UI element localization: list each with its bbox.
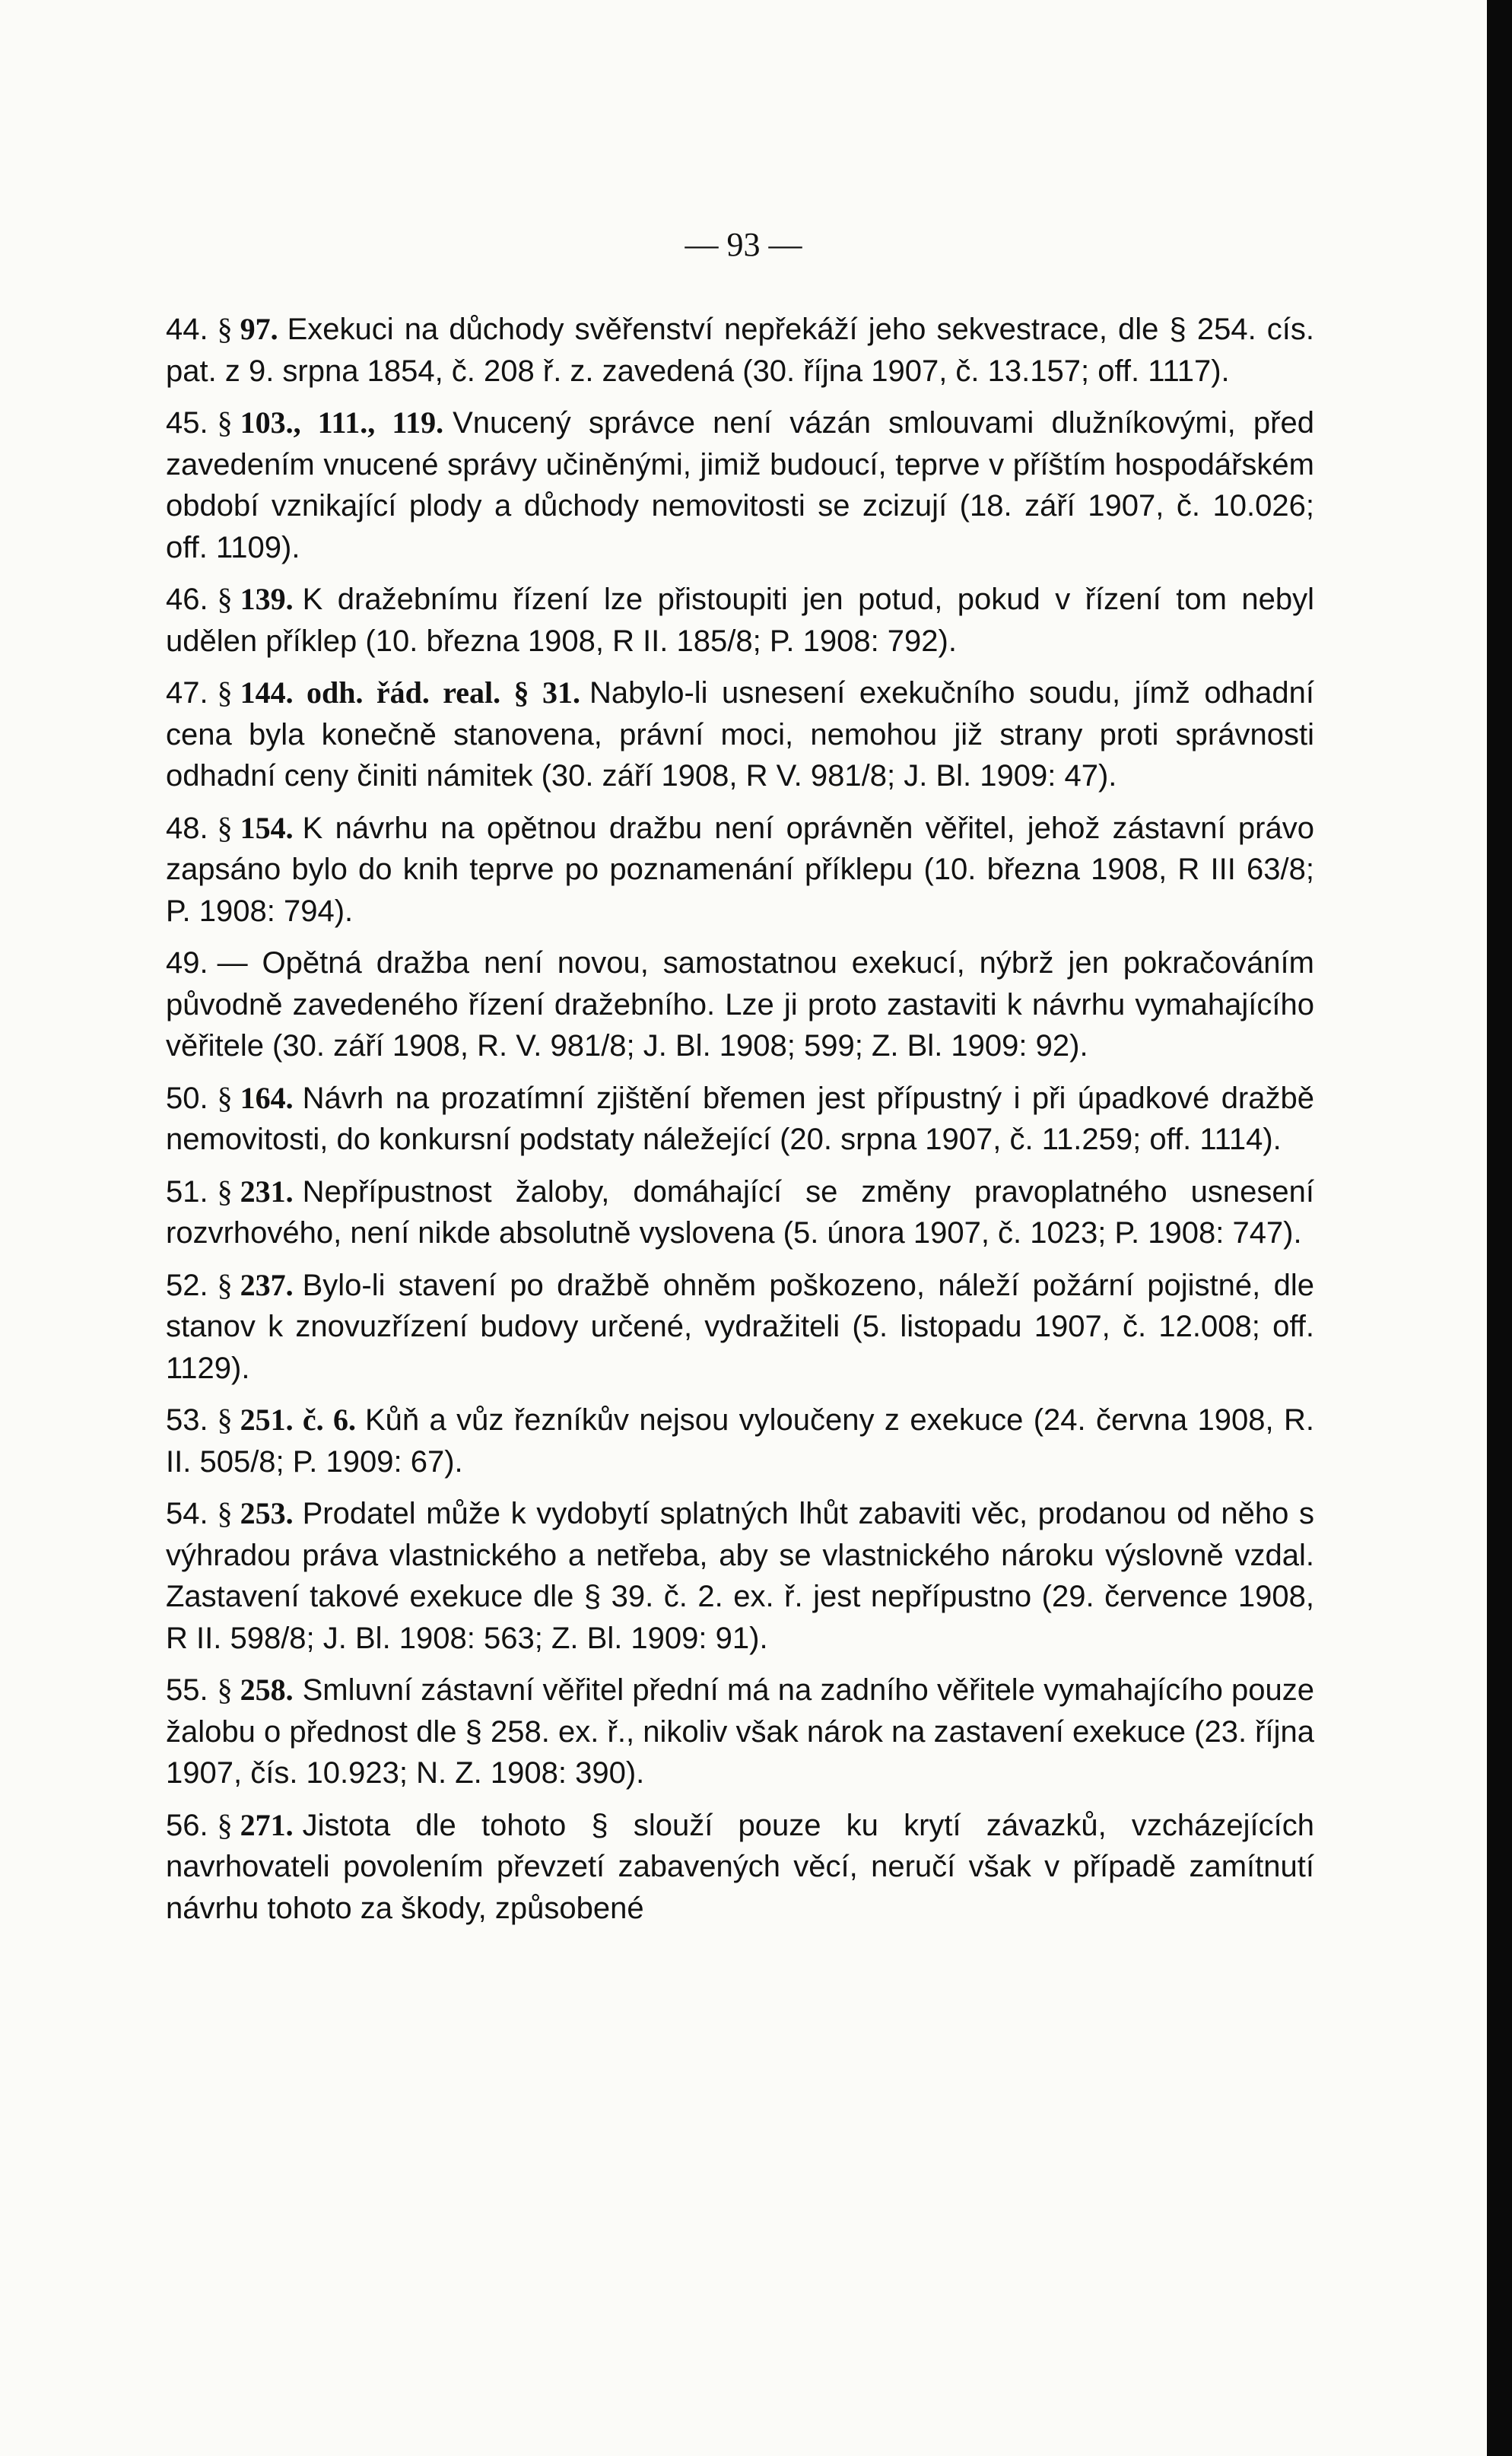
entry-number: 53. [166,1403,208,1437]
section-reference: 164. [240,1080,294,1115]
section-sign: § [217,1267,233,1302]
entry-number: 44. [166,313,208,346]
section-sign: § [217,312,233,346]
entry-49 [166,942,1314,1067]
section-sign: § [217,1673,233,1707]
entry-51 [166,1171,1314,1254]
entry-text: K návrhu na opětnou dražbu není oprávněn věřitel, jehož zástavní právo zapsáno bylo do knih teprve po poznamenání příklepu (10. března 1908, R III 63/8; P. 1908: 794). [166,811,1314,928]
entry-number: 50. [166,1081,208,1115]
entry-44 [166,309,1314,392]
entry-number: 49. [166,946,208,980]
entry-number: 55. [166,1673,208,1707]
section-reference: 154. [240,810,294,845]
entry-text: Exekuci na důchody svěřenství nepřekáží jeho sekvestrace, dle § 254. cís. pat. z 9. srpna 1854, č. 208 ř. z. zavedená (30. října 1907, č. 13.157; off. 1117). [166,313,1314,388]
section-sign: § [217,1080,233,1115]
entry-text: Jistota dle tohoto § slouží pouze ku krytí závazků, vzcházejících navrhovateli povolením převzetí zabavených věcí, neručí však v případě zamítnutí návrhu tohoto za škody, způsobené [166,1808,1314,1925]
entry-number: 54. [166,1497,208,1530]
section-sign: § [217,405,233,440]
entry-46 [166,579,1314,662]
entry-50 [166,1078,1314,1161]
document-body [166,309,1314,1940]
entry-number: 51. [166,1174,208,1209]
section-sign: § [217,675,233,710]
scan-edge-border [1487,0,1512,2456]
entry-text: K dražebnímu řízení lze přistoupiti jen potud, pokud v řízení tom nebyl udělen příklep (10. března 1908, R II. 185/8; P. 1908: 792). [166,583,1314,658]
entry-number: 46. [166,583,208,616]
page-number: — 93 — [685,226,802,263]
section-sign: § [217,810,233,845]
entry-text: Nabylo-li usnesení exekučního soudu, jímž odhadní cena byla konečně stanovena, právní moci, nemohou již strany proti správnosti odhadní ceny činiti námitek (30. září 1908, R V. 981/8; J. Bl. 1909: 47). [166,676,1314,793]
entry-number: 48. [166,811,208,845]
section-sign: § [217,1403,233,1437]
entry-48 [166,808,1314,933]
entry-text: — Opětná dražba není novou, samostatnou exekucí, nýbrž jen pokračováním původně zavedeného řízení dražebního. Lze ji proto zastaviti k návrhu vymahajícího věřitele (30. září 1908, R. V. 981/8; J. Bl. 1908; 599; Z. Bl. 1909: 92). [166,946,1314,1063]
section-reference: 253. [240,1496,294,1530]
entry-56 [166,1805,1314,1930]
section-sign: § [217,582,233,616]
entry-number: 52. [166,1268,208,1302]
entry-55 [166,1670,1314,1794]
section-sign: § [217,1807,233,1842]
section-reference: 237. [240,1267,294,1302]
section-reference: 97. [240,312,278,346]
section-reference: 271. [240,1807,294,1842]
section-sign: § [217,1496,233,1530]
entry-number: 47. [166,676,208,710]
entry-text: Vnucený správce není vázán smlouvami dlužníkovými, před zavedením vnucené správy učiněnými, jimiž budoucí, teprve v příštím hospodářském období vznikající plody a důchody nemovitosti se zcizují (18. září 1907, č. 10.026; off. 1109). [166,406,1314,564]
section-reference: 103., 111., 119. [240,405,444,440]
entry-text: Smluvní zástavní věřitel přední má na zadního věřitele vymahajícího pouze žalobu o přednost dle § 258. ex. ř., nikoliv však nárok na zastavení exekuce (23. října 1907, čís. 10.923; N. Z. 1908: 390). [166,1673,1314,1790]
section-reference: 144. odh. řád. real. § 31. [240,675,580,710]
entry-number: 56. [166,1808,208,1842]
entry-53 [166,1400,1314,1482]
entry-text: Nepřípustnost žaloby, domáhající se změny pravoplatného usnesení rozvrhového, není nikde absolutně vyslovena (5. února 1907, č. 1023; P. 1908: 747). [166,1174,1314,1250]
entry-52 [166,1265,1314,1390]
entry-text: Prodatel může k vydobytí splatných lhůt zabaviti věc, prodanou od něho s výhradou práva vlastnického a netřeba, aby se vlastnického nároku výslovně vzdal. Zastavení takové exekuce dle § 39. č. 2. ex. ř. jest nepřípustno (29. července 1908, R II. 598/8; J. Bl. 1908: 563; Z. Bl. 1909: 91). [166,1497,1314,1655]
entry-45 [166,402,1314,568]
section-reference: 258. [240,1673,294,1707]
entry-47 [166,672,1314,797]
entry-text: Kůň a vůz řezníkův nejsou vyloučeny z exekuce (24. června 1908, R. II. 505/8; P. 1909: 67). [166,1403,1315,1479]
entry-text: Bylo-li stavení po dražbě ohněm poškozeno, náleží požární pojistné, dle stanov k znovuzřízení budovy určené, vydražiteli (5. listopadu 1907, č. 12.008; off. 1129). [166,1268,1314,1385]
entry-number: 45. [166,406,208,440]
section-reference: 139. [240,582,294,616]
section-reference: 251. č. 6. [240,1403,356,1437]
section-sign: § [217,1174,233,1209]
entry-54 [166,1493,1314,1659]
section-reference: 231. [240,1174,294,1209]
entry-text: Návrh na prozatímní zjištění břemen jest přípustný i při úpadkové dražbě nemovitosti, do konkursní podstaty náležející (20. srpna 1907, č. 11.259; off. 1114). [166,1081,1314,1156]
